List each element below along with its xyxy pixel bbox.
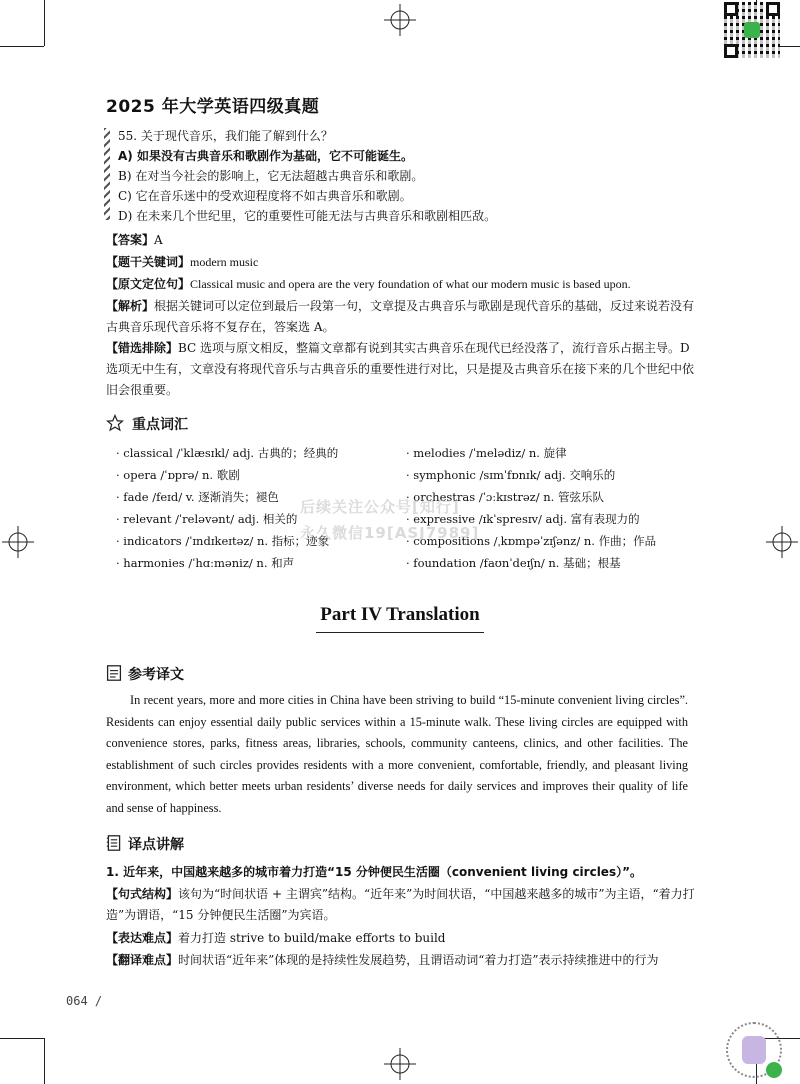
option-b: B) 在对当今社会的影响上，它无法超越古典音乐和歌剧。 [118, 169, 424, 183]
answer-value: A [154, 233, 163, 247]
question-block [104, 126, 564, 226]
part-title: Part IV Translation [320, 604, 480, 625]
translation-difficulty-value: 时间状语“近年来”体现的是持续性发展趋势，且谓语动词“着力打造”表示持续推进中的行为 [178, 953, 659, 967]
vocab-item: · orchestras /ˈɔːkɪstrəz/ n. 管弦乐队 [406, 490, 604, 504]
registration-mark-icon [2, 526, 34, 558]
option-c: C) 它在音乐迷中的受欢迎程度将不如古典音乐和歌剧。 [118, 189, 412, 203]
registration-mark-icon [766, 526, 798, 558]
watermark-line: 永久微信19[ASJ7989] [300, 524, 480, 542]
locate-value: Classical music and opera are the very foundation of what our modern music is based upon. [190, 277, 631, 291]
expression-tag: 【表达难点】 [106, 931, 179, 945]
question-stem: 55. 关于现代音乐，我们能了解到什么？ [118, 129, 333, 143]
option-a: A) 如果没有古典音乐和歌剧作为基础，它不可能诞生。 [118, 149, 413, 163]
exclude-value: BC 选项与原文相反，整篇文章都有说到其实古典音乐在现代已经没落了，流行音乐占据主导。D 选项无中生有，文章没有将现代音乐与古典音乐的重要性进行对比，只是提及古典音乐在接下来的几个世纪中依旧会很重要。 [106, 341, 695, 397]
structure-line [106, 884, 696, 926]
keyword-value: modern music [190, 255, 259, 269]
vocab-item: · symphonic /sɪmˈfɒnɪk/ adj. 交响乐的 [406, 468, 616, 482]
answer-tag: 【答案】 [106, 233, 155, 247]
point-item-1: 1. 近年来，中国越来越多的城市着力打造“15 分钟便民生活圈（convenient living circles）”。 [106, 865, 642, 879]
expression-line [106, 928, 696, 949]
mascot-badge-icon [726, 1022, 782, 1078]
registration-mark-icon [384, 1048, 416, 1080]
translation-difficulty-line [106, 950, 696, 971]
vocab-item: · classical /ˈklæsɪkl/ adj. 古典的；经典的 [116, 446, 339, 460]
vocab-title: 重点词汇 [132, 417, 188, 433]
keyword-line [106, 252, 696, 273]
vocab-item: · indicators /ˈɪndɪkeɪtəz/ n. 指标；迹象 [116, 534, 330, 548]
exclude-tag: 【错选排除】 [106, 341, 179, 355]
document-icon [106, 664, 122, 682]
structure-value: 该句为“时间状语 + 主谓宾”结构。“近年来”为时间状语，“中国越来越多的城市”为主语，“着力打造”为谓语，“15 分钟便民生活圈”为宾语。 [106, 887, 695, 922]
crop-mark [0, 46, 44, 47]
vocab-item: · expressive /ɪkˈspresɪv/ adj. 富有表现力的 [406, 512, 640, 526]
vocab-item: · relevant /ˈreləvənt/ adj. 相关的 [116, 512, 298, 526]
explain-line [106, 296, 696, 338]
reference-paragraph: In recent years, more and more cities in China have been striving to build “15-minute convenient living circles”. Residents can enjoy essential daily public services within a 15-minute walk. These living circles are equipped with convenience stores, parks, fitness areas, libraries, schools, community canteens, clinics, and other facilities. The establishment of such circles provides residents with a more convenient, comfortable, friendly, and pleasant living environment, which better meets urban residents’ diverse needs for daily services and improves their quality of life and sense of happiness. [106, 693, 688, 815]
vocab-item: · compositions /ˌkɒmpəˈzɪʃənz/ n. 作曲；作品 [406, 534, 657, 548]
watermark-line: 后续关注公众号[知行] [300, 498, 460, 516]
expression-value: 着力打造 strive to build/make efforts to build [178, 931, 446, 945]
keyword-tag: 【题干关键词】 [106, 255, 191, 269]
locate-line [106, 274, 696, 295]
structure-tag: 【句式结构】 [106, 887, 179, 901]
locate-tag: 【原文定位句】 [106, 277, 191, 291]
watermark [300, 494, 479, 546]
answer-line [106, 230, 696, 251]
exclude-line [106, 338, 696, 401]
vocab-item: · opera /ˈɒprə/ n. 歌剧 [116, 468, 240, 482]
points-title: 译点讲解 [128, 837, 184, 853]
vocab-item: · melodies /ˈmelədiz/ n. 旋律 [406, 446, 567, 460]
explain-value: 根据关键词可以定位到最后一段第一句，文章提及古典音乐与歌剧是现代音乐的基础，反过来说若没有古典音乐现代音乐将不复存在，答案选 A。 [106, 299, 695, 334]
qr-code-icon [724, 2, 780, 58]
vocab-item: · foundation /faʊnˈdeɪʃn/ n. 基础；根基 [406, 556, 621, 570]
crop-mark [0, 1038, 44, 1039]
reference-title: 参考译文 [128, 667, 184, 683]
explain-tag: 【解析】 [106, 299, 155, 313]
option-d: D) 在未来几个世纪里，它的重要性可能无法与古典音乐和歌剧相匹敌。 [118, 209, 497, 223]
registration-mark-icon [384, 4, 416, 36]
page-number: 064 / [66, 994, 103, 1008]
crop-mark [44, 1038, 45, 1084]
page-title: 2025 年大学英语四级真题 [106, 97, 320, 117]
translation-difficulty-tag: 【翻译难点】 [106, 953, 179, 967]
notes-icon [106, 834, 122, 852]
vocab-item: · harmonies /ˈhɑːməniz/ n. 和声 [116, 556, 295, 570]
vocab-item: · fade /feɪd/ v. 逐渐消失；褪色 [116, 490, 279, 504]
star-icon [106, 414, 124, 432]
part-title-underline [316, 632, 484, 633]
crop-mark [44, 0, 45, 46]
